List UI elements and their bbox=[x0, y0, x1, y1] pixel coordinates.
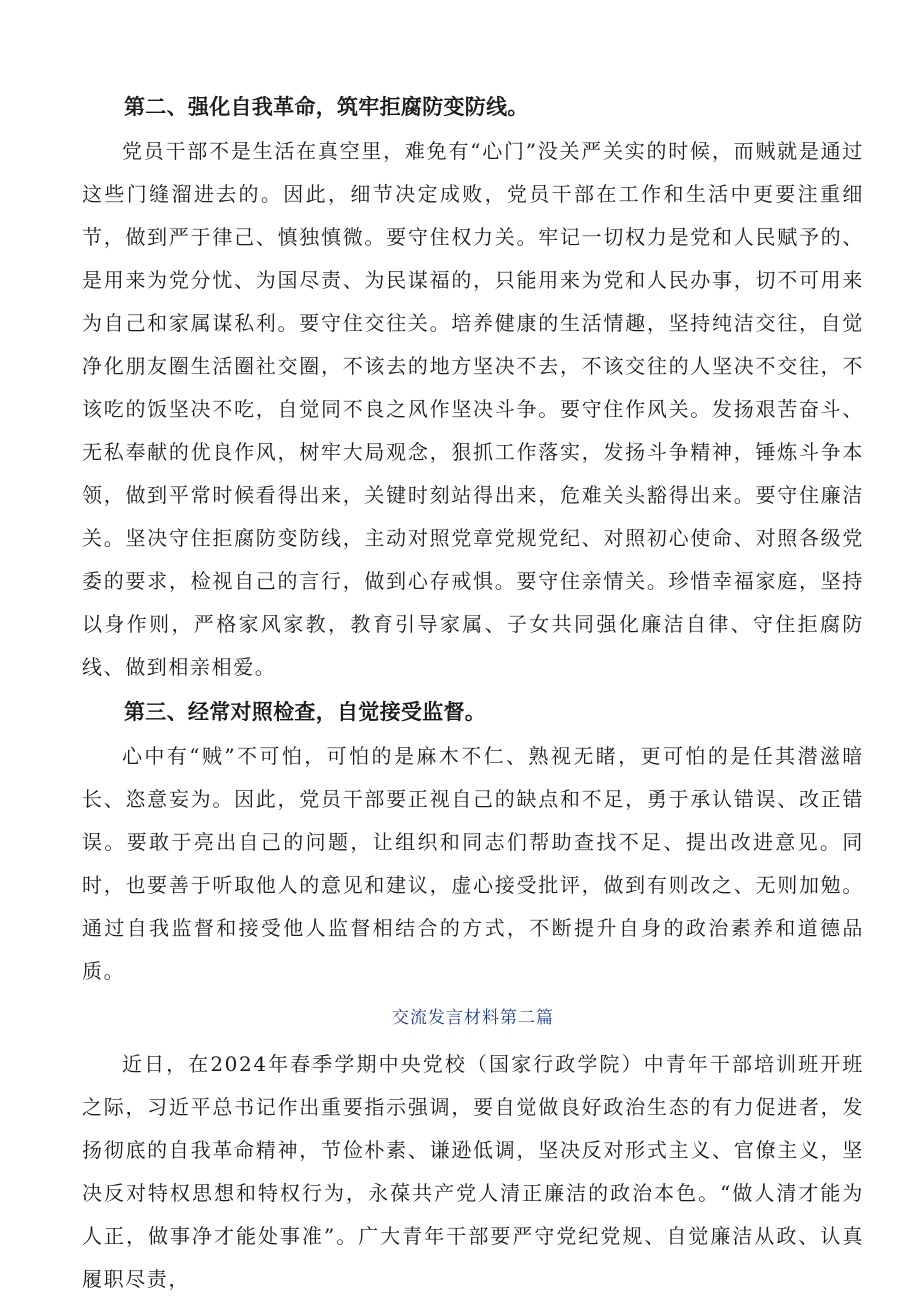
paragraph-second-body: 党员干部不是生活在真空里，难免有“心门”没关严关实的时候，而贼就是通过这些门缝溜进去的。因此，细节决定成败，党员干部在工作和生活中更要注重细节，做到严于律己、慎独慎微。要守住权力关。牢记一切权力是党和人民赋予的、是用来为党分忧、为国尽责、为民谋福的，只能用来为党和人民办事，切不可用来为自己和家属谋私利。要守住交往关。培养健康的生活情趣，坚持纯洁交往，自觉净化朋友圈生活圈社交圈，不该去的地方坚决不去，不该交往的人坚决不交往，不该吃的饭坚决不吃，自觉同不良之风作坚决斗争。要守住作风关。发扬艰苦奋斗、无私奉献的优良作风，树牢大局观念，狠抓工作落实，发扬斗争精神，锤炼斗争本领，做到平常时候看得出来，关键时刻站得出来，危难关头豁得出来。要守住廉洁关。坚决守住拒腐防变防线，主动对照党章党规党纪、对照初心使命、对照各级党委的要求，检视自己的言行，做到心存戒惧。要守住亲情关。珍惜幸福家庭，坚持以身作则，严格家风家教，教育引导家属、子女共同强化廉洁自律、守住拒腐防线、做到相亲相爱。 bbox=[82, 139, 864, 679]
heading-second: 第二、强化自我革命，筑牢拒腐防变防线。 bbox=[124, 95, 529, 119]
section-title: 交流发言材料第二篇 bbox=[392, 1008, 554, 1028]
paragraph-third-body: 心中有“贼”不可怕，可怕的是麻木不仁、熟视无睹，更可怕的是任其潜滋暗长、恣意妄为。因此，党员干部要正视自己的缺点和不足，勇于承认错误、改正错误。要敢于亮出自己的问题，让组织和同志们帮助查找不足、提出改进意见。同时，也要善于听取他人的意见和建议，虚心接受批评，做到有则改之、无则加勉。通过自我监督和接受他人监督相结合的方式，不断提升自身的政治素养和道德品质。 bbox=[82, 744, 864, 983]
paragraph-intro: 近日，在2024年春季学期中央党校（国家行政学院）中青年干部培训班开班之际，习近平总书记作出重要指示强调，要自觉做良好政治生态的有力促进者，发扬彻底的自我革命精神，节俭朴素、谦逊低调，坚决反对形式主义、官僚主义，坚决反对特权思想和特权行为，永葆共产党人清正廉洁的政治本色。“做人清才能为人正，做事净才能处事准”。广大青年干部要严守党纪党规、自觉廉洁从政、认真履职尽责， bbox=[82, 1052, 864, 1291]
heading-third: 第三、经常对照检查，自觉接受监督。 bbox=[124, 700, 487, 724]
